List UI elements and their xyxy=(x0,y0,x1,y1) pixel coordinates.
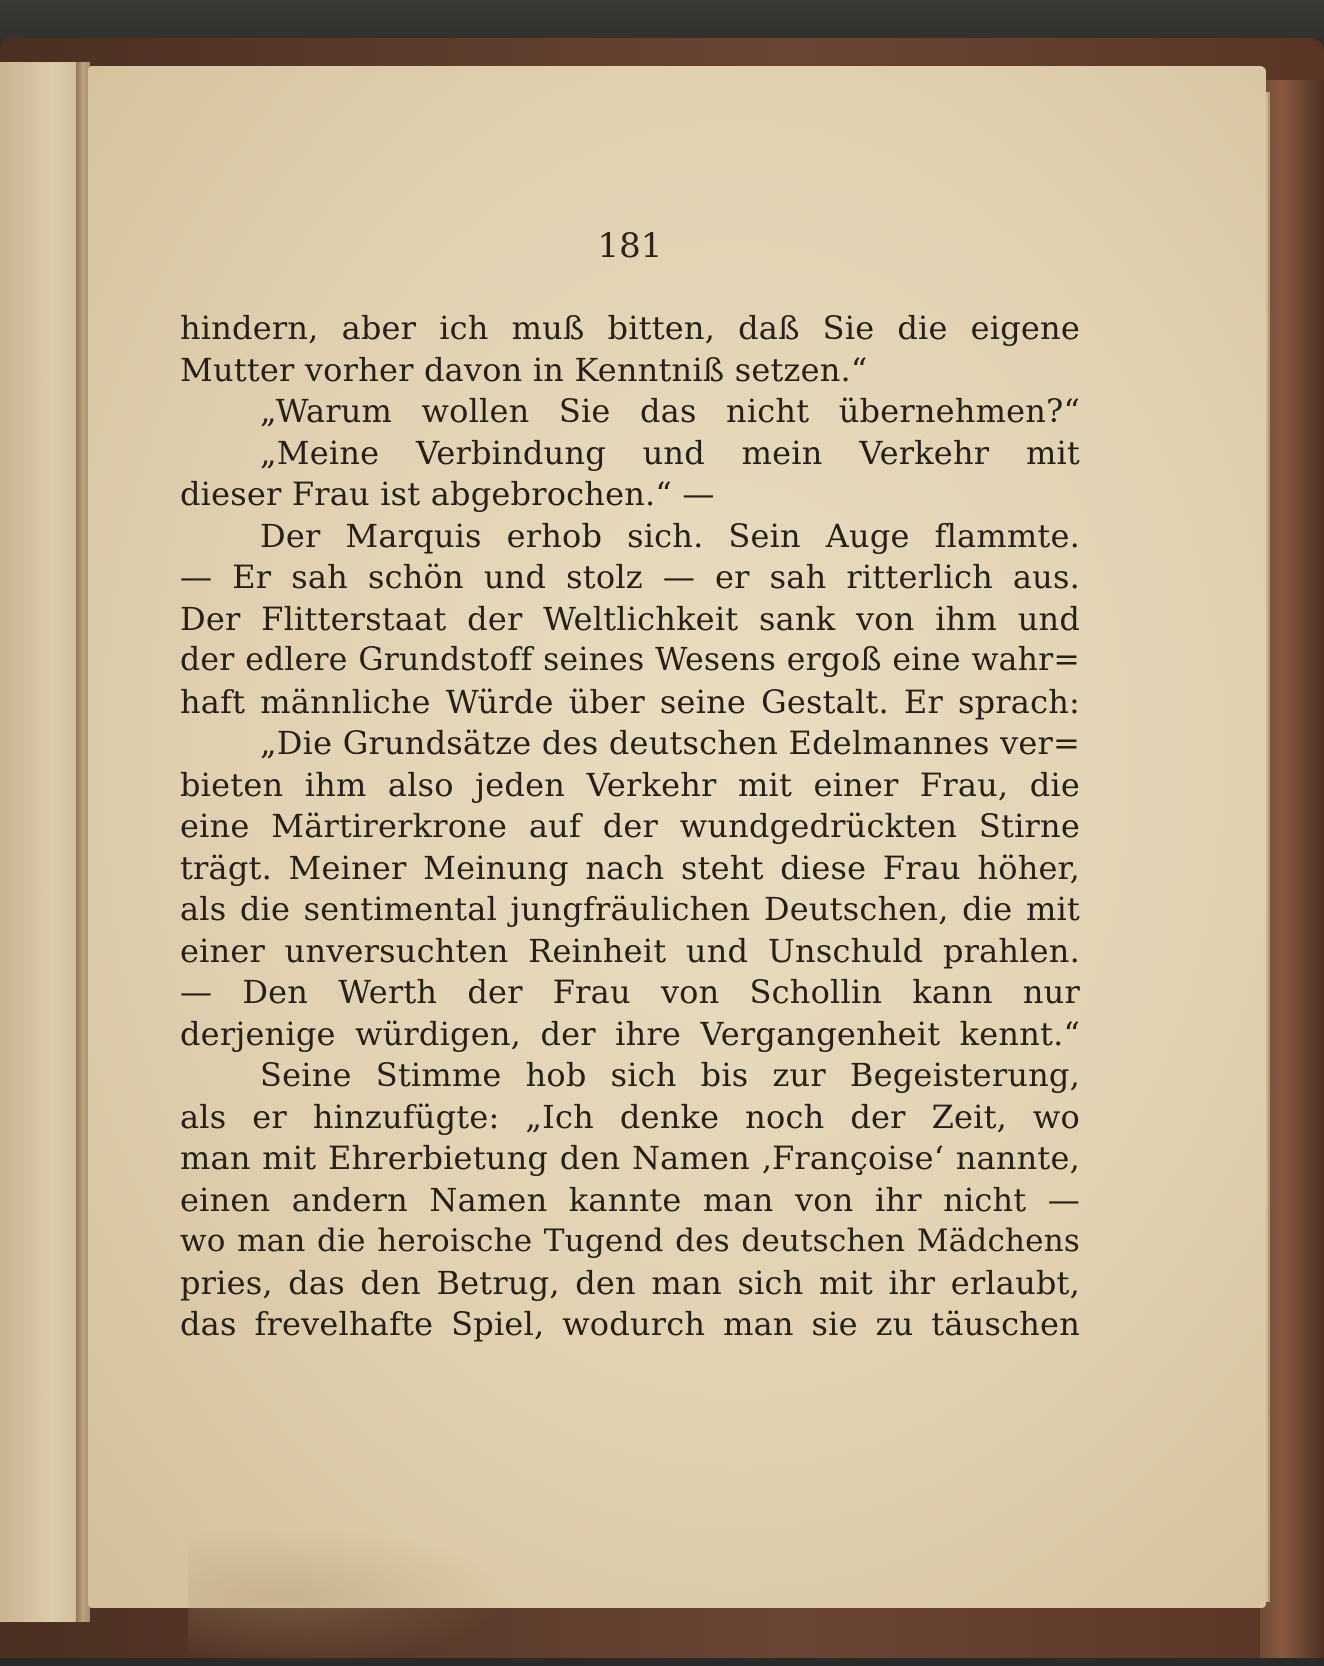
page-number: 181 xyxy=(597,226,663,266)
text-line: der edlere Grundstoff seines Wesens ergoß eine wahr= xyxy=(180,642,1080,678)
page-stain xyxy=(188,1526,508,1666)
text-line: bieten ihm also jeden Verkehr mit einer Frau, die xyxy=(180,765,1080,804)
text-line: „Meine Verbindung und mein Verkehr mit xyxy=(260,433,1080,472)
text-line: dieser Frau ist abgebrochen.“ — xyxy=(180,475,715,513)
text-line: pries, das den Betrug, den man sich mit ihr erlaubt, xyxy=(180,1263,1080,1302)
text-line: trägt. Meiner Meinung nach steht diese Frau höher, xyxy=(180,848,1080,887)
text-line: „Die Grundsätze des deutschen Edelmannes ver= xyxy=(260,724,1080,762)
text-line: man mit Ehrerbietung den Namen ‚Françoise‘ nannte, xyxy=(180,1139,1080,1177)
text-line: hindern, aber ich muß bitten, daß Sie die eigene xyxy=(180,309,1080,347)
text-line: Der Marquis erhob sich. Sein Auge flammte. xyxy=(260,516,1080,555)
page-text xyxy=(180,308,1080,1346)
text-line: als die sentimental jungfräulichen Deutschen, die mit xyxy=(180,890,1080,928)
text-line: Mutter vorher davon in Kenntniß setzen.“ xyxy=(180,350,868,389)
text-line: einer unversuchten Reinheit und Unschuld prahlen. xyxy=(180,931,1080,970)
text-line: als er hinzufügte: „Ich denke noch der Zeit, wo xyxy=(180,1097,1080,1136)
text-line: das frevelhafte Spiel, wodurch man sie zu täuschen xyxy=(180,1305,1080,1343)
text-line: „Warum wollen Sie das nicht übernehmen?“ xyxy=(260,392,1080,430)
text-line: derjenige würdigen, der ihre Vergangenheit kennt.“ xyxy=(180,1014,1080,1053)
text-line: — Er sah schön und stolz — er sah ritterlich aus. xyxy=(180,558,1080,596)
text-line: — Den Werth der Frau von Schollin kann nur xyxy=(180,973,1080,1011)
text-line: Seine Stimme hob sich bis zur Begeisterung, xyxy=(260,1056,1080,1094)
text-line: einen andern Namen kannte man von ihr nicht — xyxy=(180,1180,1080,1219)
text-line: eine Märtirerkrone auf der wundgedrückten Stirne xyxy=(180,807,1080,845)
facing-page xyxy=(0,62,88,1622)
text-line: wo man die heroische Tugend des deutschen Mädchens xyxy=(180,1223,1080,1259)
text-line: Der Flitterstaat der Weltlichkeit sank von ihm und xyxy=(180,599,1080,638)
text-line: haft männliche Würde über seine Gestalt. Er sprach: xyxy=(180,682,1080,721)
